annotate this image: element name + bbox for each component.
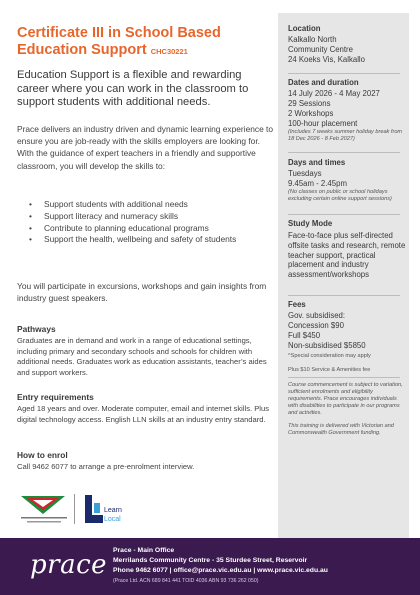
- location-line: Kalkallo North: [288, 35, 337, 44]
- entry-requirements-text: Aged 18 years and over. Moderate computer, email and internet skills. Plus digital technology access. English LLN skills at an industry entry standard.: [17, 404, 269, 424]
- pathways-heading: Pathways: [17, 324, 56, 334]
- divider: [288, 214, 400, 215]
- fees-note: Plus $10 Service & Amenities fee: [288, 367, 371, 373]
- bullet-icon: •: [29, 222, 32, 233]
- neighbourhood-houses-logo: [17, 492, 73, 528]
- disclaimer-text: Course commencement is subject to variation, sufficient enrolments and eligibility requirements. Prace encourages individuals with disabilities to participate in our programs and activities.: [288, 382, 403, 416]
- days-note: (No classes on public or school holidays excluding certain online support sessions): [288, 189, 392, 202]
- list-item: [17, 223, 272, 235]
- svg-text:Local: Local: [104, 516, 121, 523]
- list-item-text: Contribute to planning educational programs: [44, 222, 209, 233]
- days-heading: Days and times: [288, 158, 346, 167]
- footer-legal: (Prace Ltd. ACN 689 841 441 TOID 4036 ABN 93 736 262 050): [113, 578, 259, 584]
- course-title: [17, 25, 272, 60]
- bullet-icon: •: [29, 199, 32, 209]
- fees-line: Full $450: [288, 331, 321, 340]
- list-item: [17, 211, 272, 223]
- days-line: 9.45am - 2.45pm: [288, 179, 347, 188]
- prace-logo: prace: [30, 550, 108, 580]
- list-item-text: Support the health, wellbeing and safety of students: [44, 234, 237, 245]
- pathways-text: Graduates are in demand and work in a range of educational settings, including primary and secondary schools and schools for children with additional needs. Graduates work as education assistants, teacher’s aides and support workers.: [17, 336, 267, 377]
- list-item-text: Support students with additional needs: [44, 199, 188, 209]
- excursions-paragraph: You will participate in excursions, workshops and gain insights from industry guest speakers.: [17, 281, 267, 304]
- fees-line: Gov. subsidised:: [288, 311, 346, 320]
- intro-text: Education Support is a flexible and rewarding career where you can work in the classroom to support students with additional needs.: [17, 69, 249, 109]
- course-title-text: Certificate III in School Based Education Support: [17, 25, 221, 58]
- dates-heading: Dates and duration: [288, 78, 359, 87]
- study-mode-text: Face-to-face plus self-directed offsite tasks and research, remote teacher support, practical placement and industry assessment/workshops: [288, 231, 406, 280]
- learn-local-logo: [82, 493, 134, 527]
- location-heading: Location: [288, 24, 321, 33]
- days-line: Tuesdays: [288, 169, 322, 178]
- description-paragraph: Prace delivers an industry driven and dynamic learning experience to ensure you are job-ready with the skills employers are looking for. With the guidance of expert teachers in a friendly and supportive classroom, you will develop the skills to:: [17, 124, 274, 171]
- logo-divider: [74, 494, 75, 524]
- divider: [288, 377, 400, 378]
- study-mode-heading: Study Mode: [288, 219, 333, 228]
- footer: [0, 538, 420, 595]
- dates-line: 29 Sessions: [288, 99, 331, 108]
- dates-line: 14 July 2026 - 4 May 2027: [288, 89, 380, 98]
- fees-note: ^Special consideration may apply: [288, 353, 371, 359]
- course-code: CHC30221: [150, 47, 188, 56]
- location-line: Community Centre: [288, 45, 353, 54]
- how-to-enrol-heading: How to enrol: [17, 450, 68, 460]
- list-item-text: Support literacy and numeracy skills: [44, 210, 179, 221]
- bullet-icon: •: [29, 234, 32, 245]
- skills-list: [17, 199, 272, 246]
- divider: [288, 295, 400, 296]
- footer-contact[interactable]: Phone 9462 6077 | office@prace.vic.edu.au | www.prace.vic.edu.au: [113, 567, 328, 574]
- how-to-enrol-text: Call 9462 6077 to arrange a pre-enrolment interview.: [17, 462, 195, 471]
- entry-requirements-heading: Entry requirements: [17, 392, 94, 402]
- list-item: [17, 199, 272, 211]
- dates-line: 100-hour placement: [288, 119, 358, 128]
- location-line: 24 Koeks Vis, Kalkallo: [288, 55, 366, 64]
- dates-note: (Includes 7 weeks summer holiday break from 18 Dec 2026 - 8 Feb 2027): [288, 129, 403, 142]
- bullet-icon: •: [29, 210, 32, 221]
- svg-text:Learn: Learn: [104, 507, 122, 514]
- course-details-sidebar: [278, 13, 409, 538]
- footer-address: Merrilands Community Centre - 35 Sturdee Street, Reservoir: [113, 557, 308, 564]
- divider: [288, 73, 400, 74]
- dates-line: 2 Workshops: [288, 109, 334, 118]
- funding-text: This training is delivered with Victorian and Commonwealth Government funding.: [288, 423, 394, 436]
- footer-office-title: Prace - Main Office: [113, 547, 175, 554]
- fees-line: Concession $90: [288, 321, 344, 330]
- divider: [288, 152, 400, 153]
- fees-heading: Fees: [288, 300, 306, 309]
- fees-line: Non-subsidised $5850: [288, 341, 366, 350]
- list-item: [17, 234, 272, 246]
